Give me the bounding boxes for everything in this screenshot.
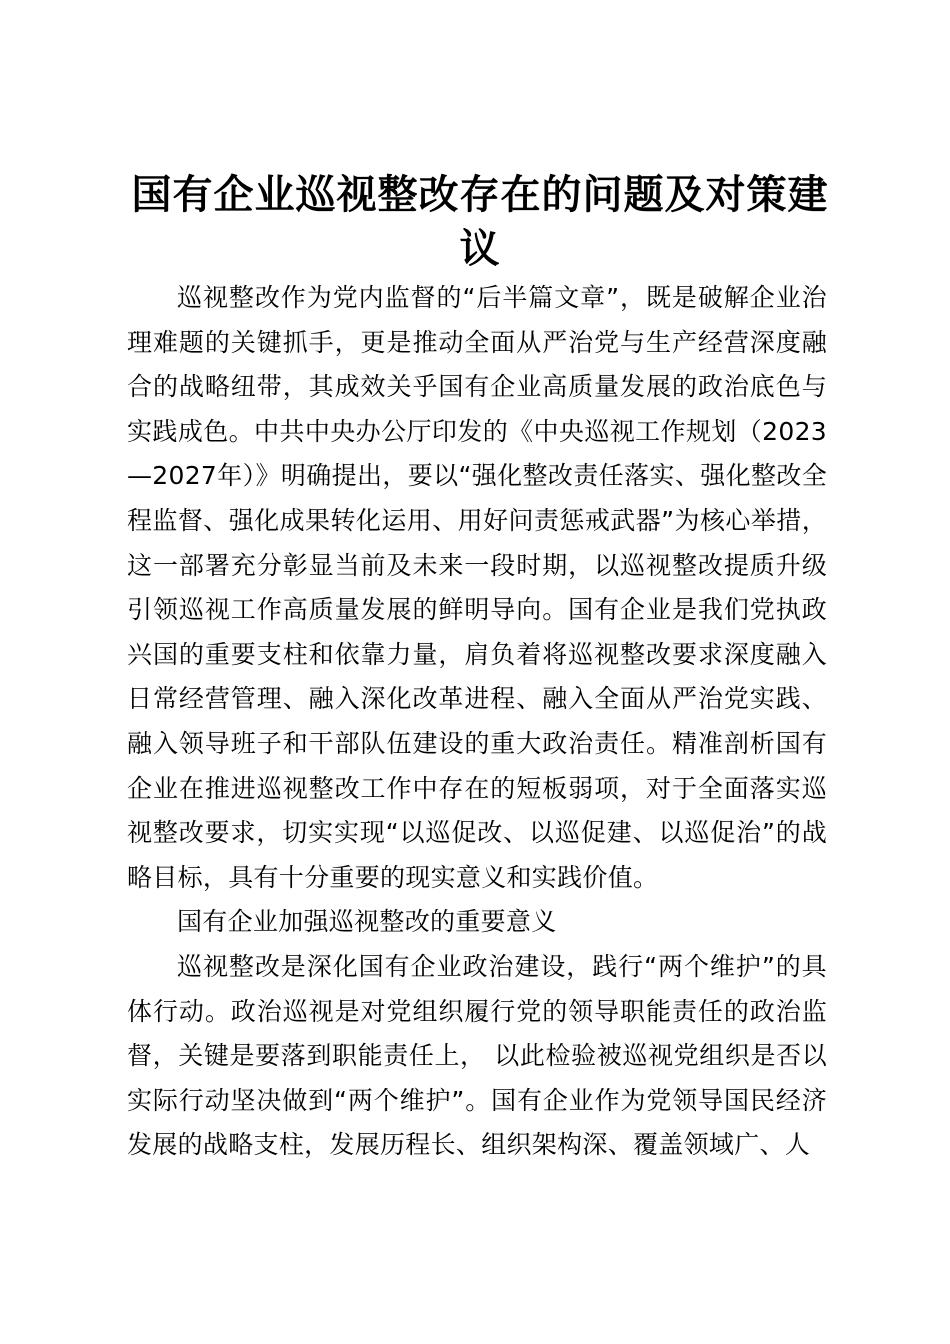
section-paragraph: 巡视整改是深化国有企业政治建设，践行“两个维护”的具体行动。政治巡视是对党组织履行党的领导职能责任的政治监督，关键是要落到职能责任上， 以此检验被巡视党组织是否以实际行动坚决做到“两个维护”。国有企业作为党领导国民经济发展的战略支柱，发展历程长、组织架构深、覆盖领域广、人 <box>127 951 827 1160</box>
section-heading: 国有企业加强巡视整改的重要意义 <box>177 907 557 937</box>
intro-paragraph: 巡视整改作为党内监督的“后半篇文章”，既是破解企业治理难题的关键抓手，更是推动全面从严治党与生产经营深度融合的战略纽带，其成效关乎国有企业高质量发展的政治底色与实践成色。中共中央办公厅印发的《中央巡视工作规划（2023—2027年）》明确提出，要以“强化整改责任落实、强化整改全程监督、强化成果转化运用、用好问责惩戒武器”为核心举措，这一部署充分彰显当前及未来一段时期，以巡视整改提质升级引领巡视工作高质量发展的鲜明导向。国有企业是我们党执政兴国的重要支柱和依靠力量，肩负着将巡视整改要求深度融入日常经营管理、融入深化改革进程、融入全面从严治党实践、融入领导班子和干部队伍建设的重大政治责任。精准剖析国有企业在推进巡视整改工作中存在的短板弱项，对于全面落实巡视整改要求，切实实现“以巡促改、以巡促建、以巡促治”的战略目标，具有十分重要的现实意义和实践价值。 <box>127 283 827 892</box>
document-title: 国有企业巡视整改存在的问题及对策建议 <box>131 172 829 272</box>
document-body <box>127 276 827 1168</box>
